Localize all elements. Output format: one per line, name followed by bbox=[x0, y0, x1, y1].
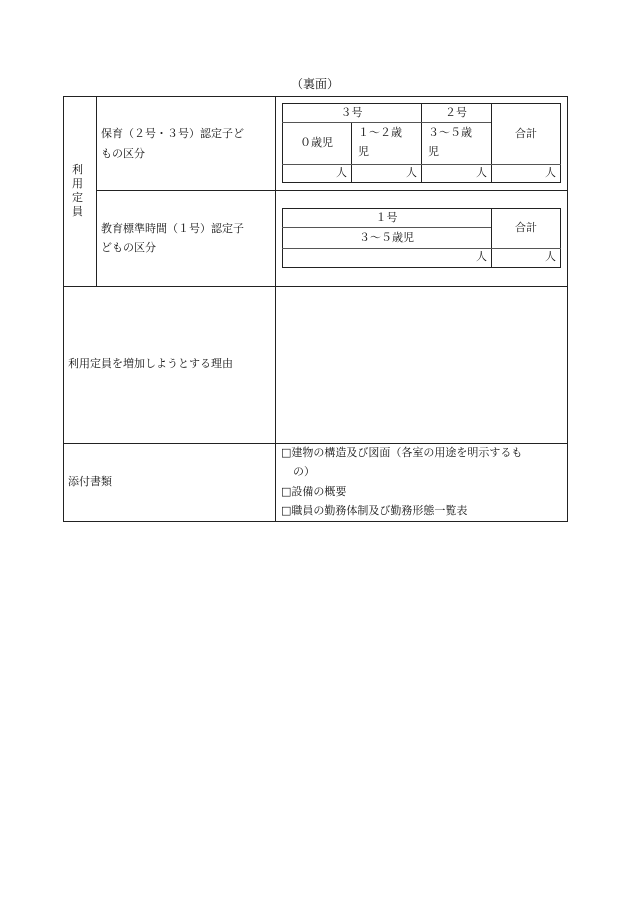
table-border-left bbox=[63, 96, 64, 522]
attachment-item-staff-schedule[interactable]: □職員の勤務体制及び勤務形態一覧表 bbox=[281, 504, 468, 517]
nursery-age-1-2-line1: １～２歳 bbox=[358, 126, 402, 139]
education-label-line2: どもの区分 bbox=[101, 241, 156, 254]
divider-row-reason bbox=[63, 443, 568, 444]
nursery-header-3go: ３号 bbox=[340, 106, 363, 119]
table-border-top bbox=[63, 96, 568, 97]
nursery-header-total: 合計 bbox=[515, 127, 537, 140]
nursery-age-3-5-line1: ３～５歳 bbox=[428, 126, 472, 139]
education-age-3-5: ３～５歳児 bbox=[359, 231, 414, 244]
nursery-age-0: ０歳児 bbox=[300, 136, 333, 149]
capacity-vertical-label-4: 員 bbox=[72, 205, 83, 218]
education-header-total: 合計 bbox=[515, 221, 537, 234]
table-border-bottom bbox=[63, 521, 568, 522]
capacity-vertical-label-1: 利 bbox=[72, 163, 83, 176]
table-border-right bbox=[567, 96, 568, 522]
divider-vertical-label bbox=[96, 96, 97, 286]
nursery-age-3-5-line2: 児 bbox=[428, 145, 439, 158]
page-header: （裏面） bbox=[290, 77, 339, 91]
education-unit-total: 人 bbox=[545, 250, 556, 263]
nursery-age-1-2-line2: 児 bbox=[358, 145, 369, 158]
attachment-item-structure-line2: の） bbox=[293, 465, 315, 478]
reason-label: 利用定員を増加しようとする理由 bbox=[68, 357, 233, 370]
attachment-item-structure-line1[interactable]: □建物の構造及び図面（各室の用途を明示するも bbox=[281, 446, 523, 459]
nursery-header-2go: ２号 bbox=[445, 106, 467, 119]
nursery-label-line1: 保育（２号・３号）認定子ど bbox=[101, 127, 244, 140]
nursery-unit-total: 人 bbox=[545, 166, 556, 179]
education-unit-1go: 人 bbox=[476, 250, 487, 263]
nursery-unit-age-3-5: 人 bbox=[476, 166, 487, 179]
nursery-label-line2: もの区分 bbox=[101, 147, 145, 160]
attachment-item-equipment[interactable]: □設備の概要 bbox=[281, 485, 347, 498]
education-label-line1: 教育標準時間（１号）認定子 bbox=[101, 222, 244, 235]
attachments-label: 添付書類 bbox=[68, 475, 112, 488]
nursery-unit-age-1-2: 人 bbox=[406, 166, 417, 179]
capacity-vertical-label-3: 定 bbox=[72, 191, 83, 204]
nursery-unit-age-0: 人 bbox=[336, 166, 347, 179]
education-header-1go: １号 bbox=[375, 211, 398, 224]
capacity-vertical-label-2: 用 bbox=[72, 177, 83, 190]
reason-input-area[interactable] bbox=[276, 287, 567, 443]
divider-row-nursery bbox=[96, 190, 568, 191]
